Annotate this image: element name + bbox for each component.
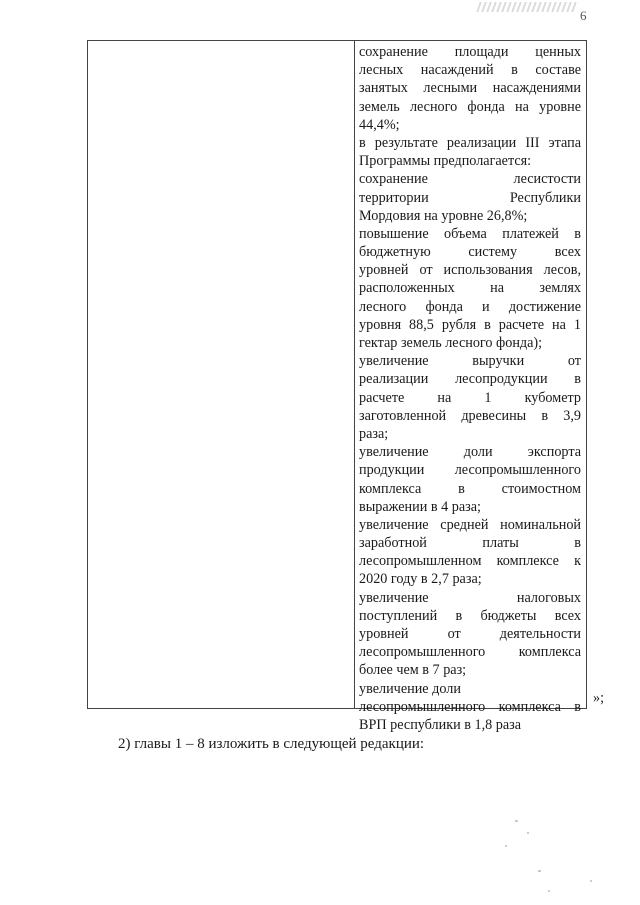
closing-quote: »; [593,690,605,706]
table-text-line: земель лесного фонда на уровне [359,98,581,115]
scan-speck [515,820,518,822]
table-text-line: лесных насаждений в составе [359,62,581,79]
page-number: 6 [580,8,587,23]
scan-speck [538,870,541,872]
table-text-line: сохранение лесистости [359,171,581,188]
table-text-line: расчете на 1 кубометр [359,389,581,406]
program-table [87,40,587,733]
table-text-line: уровней от использования лесов, [359,262,581,279]
scan-speck [505,845,507,847]
table-text-line: увеличение доли экспорта [359,444,581,461]
table-text-line: лесопромышленном комплексе к [359,553,581,570]
scan-artifact [476,2,580,12]
table-text-line: заработной платы в [359,535,581,552]
table-text-line: продукции лесопромышленного [359,462,581,479]
table-text-line: увеличение доли [359,680,461,697]
table-text-line: ВРП республики в 1,8 раза [359,716,522,733]
table-text-line: лесного фонда и достижение [359,298,581,315]
table-text-line: увеличение средней номинальной [359,516,581,533]
scan-speck [548,890,550,892]
table-text-line: занятых лесными насаждениями [359,80,581,97]
table-text-line: раза; [359,425,389,442]
table-text-line: сохранение площади ценных [359,44,581,60]
table-text-line: повышение объема платежей в [359,225,581,242]
amendment-paragraph: 2) главы 1 – 8 изложить в следующей редакции: [118,736,425,752]
table-text-line: Программы предполагается: [359,153,532,170]
scan-speck [590,880,592,882]
table-text-line: уровня 88,5 рубля в расчете на 1 [359,316,581,333]
table-text-line: более чем в 7 раз; [359,662,467,679]
table-text-line: уровней от деятельности [359,626,581,642]
table-text-line: увеличение налоговых [359,589,581,606]
table-text-line: территории Республики [359,189,581,206]
table-right-cell [359,43,581,734]
table-text-line: выражении в 4 раза; [359,498,481,515]
table-text-line: в результате реализации III этапа [359,134,581,151]
table-text-line: 44,4%; [359,116,400,133]
table-text-line: лесопромышленного комплекса в [359,698,581,715]
table-text-line: реализации лесопродукции в [359,371,581,388]
table-text-line: комплекса в стоимостном [359,480,581,497]
table-text-line: лесопромышленного комплекса [359,644,581,661]
table-text-line: гектар земель лесного фонда); [359,335,543,351]
table-text-line: Мордовия на уровне 26,8%; [359,207,528,224]
table-text-line: поступлений в бюджеты всех [359,607,581,624]
table-text-line: заготовленной древесины в 3,9 [359,407,581,424]
table-text-line: 2020 году в 2,7 раза; [359,571,482,588]
table-left-cell [88,41,355,708]
table-text-line: увеличение выручки от [359,353,581,370]
table-text-line: бюджетную систему всех [359,244,581,261]
scan-speck [527,832,529,834]
table-text-line: расположенных на землях [359,280,581,297]
